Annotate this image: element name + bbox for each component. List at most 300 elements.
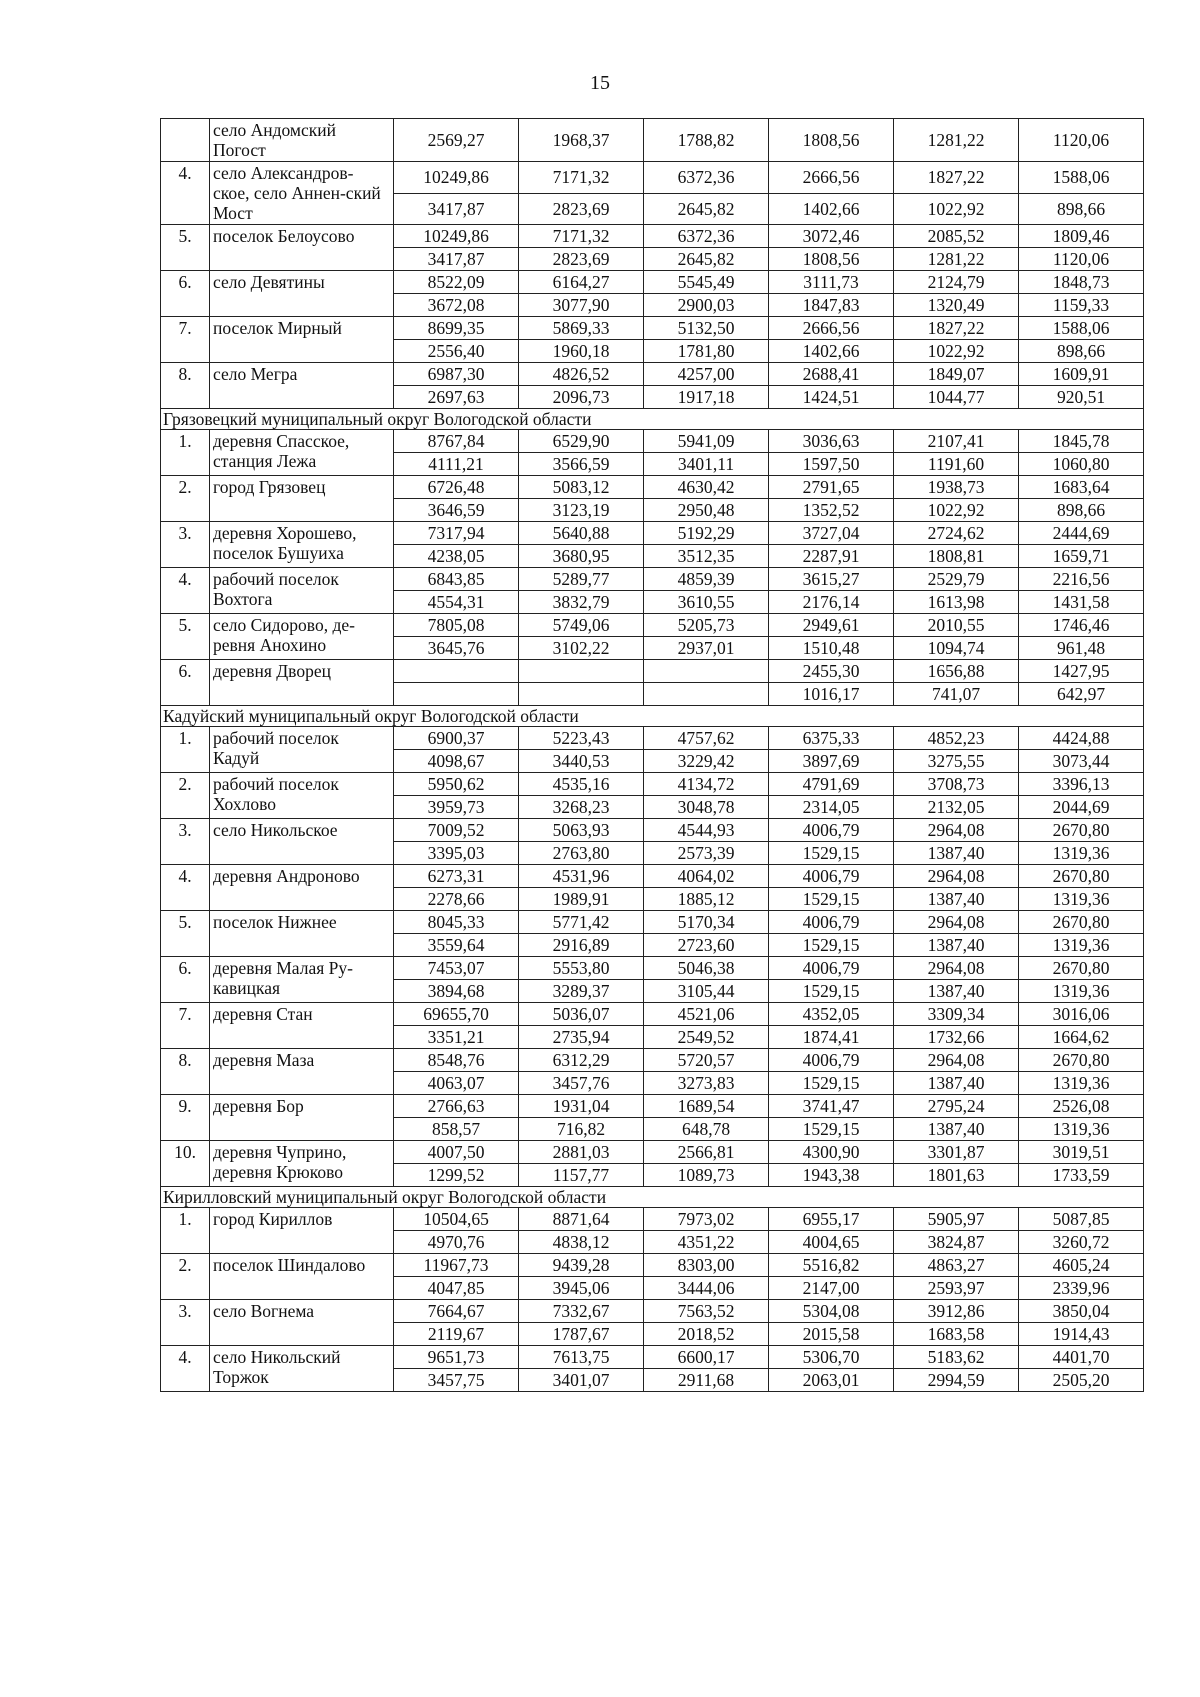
value-cell: 7453,07 (394, 957, 519, 980)
value-cell: 1319,36 (1019, 980, 1144, 1003)
value-cell: 4859,39 (644, 568, 769, 591)
value-cell: 1529,15 (769, 1072, 894, 1095)
value-cell: 898,66 (1019, 499, 1144, 522)
value-cell: 4352,05 (769, 1003, 894, 1026)
value-cell: 5046,38 (644, 957, 769, 980)
value-cell: 3832,79 (519, 591, 644, 614)
value-cell: 8699,35 (394, 317, 519, 340)
locality-name: деревня Бор (210, 1095, 394, 1141)
value-cell: 7332,67 (519, 1300, 644, 1323)
value-cell: 3444,06 (644, 1277, 769, 1300)
value-cell: 2964,08 (894, 911, 1019, 934)
value-cell: 1960,18 (519, 340, 644, 363)
value-cell: 5063,93 (519, 819, 644, 842)
value-cell: 8045,33 (394, 911, 519, 934)
value-cell: 3016,06 (1019, 1003, 1144, 1026)
row-number: 8. (161, 1049, 210, 1095)
value-cell: 5192,29 (644, 522, 769, 545)
value-cell: 2015,58 (769, 1323, 894, 1346)
value-cell: 3894,68 (394, 980, 519, 1003)
value-cell: 3417,87 (394, 248, 519, 271)
section-title: Грязовецкий муниципальный округ Вологодской области (161, 409, 1144, 430)
value-cell: 6843,85 (394, 568, 519, 591)
section-title: Кирилловский муниципальный округ Вологодской области (161, 1187, 1144, 1208)
value-cell: 3275,55 (894, 750, 1019, 773)
value-cell: 1938,73 (894, 476, 1019, 499)
table-row (161, 430, 1144, 453)
value-cell: 1094,74 (894, 637, 1019, 660)
table-row (161, 1300, 1144, 1323)
value-cell: 1022,92 (894, 340, 1019, 363)
value-cell: 3708,73 (894, 773, 1019, 796)
value-cell: 1022,92 (894, 499, 1019, 522)
value-cell: 2314,05 (769, 796, 894, 819)
locality-name: село Андомский Погост (210, 119, 394, 162)
value-cell: 5036,07 (519, 1003, 644, 1026)
value-cell: 2529,79 (894, 568, 1019, 591)
value-cell: 2119,67 (394, 1323, 519, 1346)
value-cell: 2124,79 (894, 271, 1019, 294)
value-cell: 9651,73 (394, 1346, 519, 1369)
value-cell: 3395,03 (394, 842, 519, 865)
row-number: 4. (161, 865, 210, 911)
value-cell: 4047,85 (394, 1277, 519, 1300)
value-cell: 1510,48 (769, 637, 894, 660)
value-cell: 1613,98 (894, 591, 1019, 614)
value-cell: 5289,77 (519, 568, 644, 591)
value-cell (519, 683, 644, 706)
row-number: 6. (161, 271, 210, 317)
value-cell: 5950,62 (394, 773, 519, 796)
row-number: 5. (161, 614, 210, 660)
value-cell: 3019,51 (1019, 1141, 1144, 1164)
value-cell: 1427,95 (1019, 660, 1144, 683)
row-number: 2. (161, 476, 210, 522)
value-cell: 1191,60 (894, 453, 1019, 476)
value-cell: 4351,22 (644, 1231, 769, 1254)
tariff-table-body (161, 119, 1144, 1392)
value-cell: 4004,65 (769, 1231, 894, 1254)
value-cell: 2018,52 (644, 1323, 769, 1346)
value-cell: 1022,92 (894, 193, 1019, 225)
value-cell: 10504,65 (394, 1208, 519, 1231)
row-number: 1. (161, 430, 210, 476)
value-cell: 3229,42 (644, 750, 769, 773)
locality-name: поселок Нижнее (210, 911, 394, 957)
value-cell: 1689,54 (644, 1095, 769, 1118)
table-row (161, 1346, 1144, 1369)
value-cell: 2881,03 (519, 1141, 644, 1164)
value-cell: 1529,15 (769, 842, 894, 865)
row-number: 4. (161, 568, 210, 614)
value-cell: 69655,70 (394, 1003, 519, 1026)
value-cell: 8871,64 (519, 1208, 644, 1231)
value-cell: 1597,50 (769, 453, 894, 476)
value-cell: 4063,07 (394, 1072, 519, 1095)
value-cell: 2763,80 (519, 842, 644, 865)
row-number: 6. (161, 957, 210, 1003)
value-cell: 1319,36 (1019, 934, 1144, 957)
row-number: 1. (161, 727, 210, 773)
value-cell: 5304,08 (769, 1300, 894, 1323)
value-cell: 8303,00 (644, 1254, 769, 1277)
value-cell: 10249,86 (394, 225, 519, 248)
value-cell: 1845,78 (1019, 430, 1144, 453)
value-cell: 3260,72 (1019, 1231, 1144, 1254)
row-number: 9. (161, 1095, 210, 1141)
table-row (161, 727, 1144, 750)
value-cell: 2085,52 (894, 225, 1019, 248)
value-cell: 4006,79 (769, 819, 894, 842)
value-cell: 716,82 (519, 1118, 644, 1141)
value-cell: 1664,62 (1019, 1026, 1144, 1049)
table-row (161, 363, 1144, 386)
value-cell: 1387,40 (894, 980, 1019, 1003)
value-cell: 1848,73 (1019, 271, 1144, 294)
value-cell: 6372,36 (644, 162, 769, 194)
value-cell: 10249,86 (394, 162, 519, 194)
value-cell: 7317,94 (394, 522, 519, 545)
value-cell: 3457,75 (394, 1369, 519, 1392)
value-cell: 1387,40 (894, 888, 1019, 911)
value-cell: 2526,08 (1019, 1095, 1144, 1118)
value-cell: 2670,80 (1019, 957, 1144, 980)
value-cell: 4006,79 (769, 865, 894, 888)
locality-name: деревня Хорошево, поселок Бушуиха (210, 522, 394, 568)
table-row (161, 1141, 1144, 1164)
value-cell: 7171,32 (519, 162, 644, 194)
table-row (161, 568, 1144, 591)
value-cell: 4300,90 (769, 1141, 894, 1164)
value-cell: 3123,19 (519, 499, 644, 522)
value-cell: 3077,90 (519, 294, 644, 317)
value-cell: 5223,43 (519, 727, 644, 750)
value-cell: 4838,12 (519, 1231, 644, 1254)
value-cell: 5545,49 (644, 271, 769, 294)
value-cell: 1299,52 (394, 1164, 519, 1187)
value-cell: 5905,97 (894, 1208, 1019, 1231)
value-cell: 4826,52 (519, 363, 644, 386)
row-number: 2. (161, 1254, 210, 1300)
value-cell: 2010,55 (894, 614, 1019, 637)
value-cell: 6372,36 (644, 225, 769, 248)
value-cell: 4531,96 (519, 865, 644, 888)
value-cell: 2339,96 (1019, 1277, 1144, 1300)
value-cell: 6375,33 (769, 727, 894, 750)
value-cell: 1157,77 (519, 1164, 644, 1187)
value-cell: 2670,80 (1019, 911, 1144, 934)
locality-name: деревня Андроново (210, 865, 394, 911)
row-number: 5. (161, 911, 210, 957)
value-cell (519, 660, 644, 683)
value-cell: 8548,76 (394, 1049, 519, 1072)
value-cell: 3301,87 (894, 1141, 1019, 1164)
row-number (161, 119, 210, 162)
table-row (161, 317, 1144, 340)
value-cell: 7171,32 (519, 225, 644, 248)
row-number: 3. (161, 522, 210, 568)
value-cell: 5205,73 (644, 614, 769, 637)
value-cell: 3610,55 (644, 591, 769, 614)
value-cell: 3289,37 (519, 980, 644, 1003)
value-cell: 4006,79 (769, 911, 894, 934)
value-cell: 2044,69 (1019, 796, 1144, 819)
value-cell: 1683,64 (1019, 476, 1144, 499)
table-row (161, 614, 1144, 637)
value-cell: 2688,41 (769, 363, 894, 386)
page-number: 15 (590, 72, 610, 94)
value-cell: 4111,21 (394, 453, 519, 476)
value-cell: 1827,22 (894, 317, 1019, 340)
value-cell: 1808,56 (769, 248, 894, 271)
value-cell: 3645,76 (394, 637, 519, 660)
value-cell: 5170,34 (644, 911, 769, 934)
value-cell: 1319,36 (1019, 1118, 1144, 1141)
value-cell: 4521,06 (644, 1003, 769, 1026)
value-cell: 6987,30 (394, 363, 519, 386)
value-cell: 4970,76 (394, 1231, 519, 1254)
value-cell (394, 683, 519, 706)
table-row (161, 865, 1144, 888)
value-cell: 2549,52 (644, 1026, 769, 1049)
value-cell: 1352,52 (769, 499, 894, 522)
value-cell: 1801,63 (894, 1164, 1019, 1187)
value-cell: 3111,73 (769, 271, 894, 294)
value-cell: 2569,27 (394, 119, 519, 162)
value-cell: 3512,35 (644, 545, 769, 568)
locality-name: поселок Белоусово (210, 225, 394, 271)
value-cell: 8522,09 (394, 271, 519, 294)
value-cell (644, 683, 769, 706)
value-cell: 4064,02 (644, 865, 769, 888)
section-header-row (161, 1187, 1144, 1208)
value-cell: 2823,69 (519, 193, 644, 225)
value-cell: 3351,21 (394, 1026, 519, 1049)
value-cell: 1781,80 (644, 340, 769, 363)
value-cell (644, 660, 769, 683)
value-cell: 2791,65 (769, 476, 894, 499)
value-cell: 1659,71 (1019, 545, 1144, 568)
locality-name: деревня Спасское, станция Лежа (210, 430, 394, 476)
table-row (161, 271, 1144, 294)
value-cell: 1914,43 (1019, 1323, 1144, 1346)
value-cell: 3036,63 (769, 430, 894, 453)
value-cell: 2735,94 (519, 1026, 644, 1049)
row-number: 7. (161, 317, 210, 363)
value-cell: 3680,95 (519, 545, 644, 568)
table-row (161, 660, 1144, 683)
value-cell: 3824,87 (894, 1231, 1019, 1254)
row-number: 3. (161, 1300, 210, 1346)
value-cell: 1529,15 (769, 980, 894, 1003)
value-cell: 961,48 (1019, 637, 1144, 660)
value-cell: 1431,58 (1019, 591, 1144, 614)
value-cell: 6273,31 (394, 865, 519, 888)
locality-name: село Мегра (210, 363, 394, 409)
value-cell: 3309,34 (894, 1003, 1019, 1026)
row-number: 4. (161, 1346, 210, 1392)
row-number: 6. (161, 660, 210, 706)
value-cell: 1387,40 (894, 842, 1019, 865)
value-cell: 2697,63 (394, 386, 519, 409)
value-cell: 2723,60 (644, 934, 769, 957)
value-cell: 7664,67 (394, 1300, 519, 1323)
row-number: 7. (161, 1003, 210, 1049)
value-cell: 1281,22 (894, 119, 1019, 162)
value-cell: 5132,50 (644, 317, 769, 340)
section-header-row (161, 706, 1144, 727)
value-cell: 2645,82 (644, 193, 769, 225)
value-cell: 4098,67 (394, 750, 519, 773)
row-number: 5. (161, 225, 210, 271)
value-cell: 3646,59 (394, 499, 519, 522)
value-cell: 4007,50 (394, 1141, 519, 1164)
value-cell: 3727,04 (769, 522, 894, 545)
locality-name: город Грязовец (210, 476, 394, 522)
value-cell: 5183,62 (894, 1346, 1019, 1369)
locality-name: село Александров-ское, село Аннен-ский Мост (210, 162, 394, 225)
value-cell: 2911,68 (644, 1369, 769, 1392)
value-cell: 1732,66 (894, 1026, 1019, 1049)
row-number: 3. (161, 819, 210, 865)
value-cell: 1808,81 (894, 545, 1019, 568)
value-cell: 1917,18 (644, 386, 769, 409)
locality-name: город Кириллов (210, 1208, 394, 1254)
table-row (161, 1095, 1144, 1118)
value-cell: 1989,91 (519, 888, 644, 911)
table-row (161, 911, 1144, 934)
value-cell: 1847,83 (769, 294, 894, 317)
table-row (161, 476, 1144, 499)
value-cell: 4401,70 (1019, 1346, 1144, 1369)
value-cell: 5749,06 (519, 614, 644, 637)
value-cell: 1746,46 (1019, 614, 1144, 637)
value-cell: 1529,15 (769, 1118, 894, 1141)
value-cell: 5306,70 (769, 1346, 894, 1369)
value-cell: 898,66 (1019, 193, 1144, 225)
value-cell: 1827,22 (894, 162, 1019, 194)
table-row (161, 957, 1144, 980)
value-cell: 4134,72 (644, 773, 769, 796)
value-cell: 2964,08 (894, 865, 1019, 888)
locality-name: деревня Маза (210, 1049, 394, 1095)
locality-name: село Никольское (210, 819, 394, 865)
value-cell: 3741,47 (769, 1095, 894, 1118)
value-cell: 3615,27 (769, 568, 894, 591)
value-cell: 4757,62 (644, 727, 769, 750)
row-number: 10. (161, 1141, 210, 1187)
value-cell: 4535,16 (519, 773, 644, 796)
value-cell: 1319,36 (1019, 1072, 1144, 1095)
locality-name: деревня Малая Ру-кавицкая (210, 957, 394, 1003)
value-cell: 3072,46 (769, 225, 894, 248)
value-cell: 5720,57 (644, 1049, 769, 1072)
value-cell: 1319,36 (1019, 842, 1144, 865)
value-cell: 9439,28 (519, 1254, 644, 1277)
value-cell: 1943,38 (769, 1164, 894, 1187)
value-cell: 7973,02 (644, 1208, 769, 1231)
value-cell: 3417,87 (394, 193, 519, 225)
value-cell: 1529,15 (769, 934, 894, 957)
value-cell: 3566,59 (519, 453, 644, 476)
table-row (161, 522, 1144, 545)
section-header-row (161, 409, 1144, 430)
value-cell: 3945,06 (519, 1277, 644, 1300)
value-cell: 1874,41 (769, 1026, 894, 1049)
value-cell: 1808,56 (769, 119, 894, 162)
value-cell: 2795,24 (894, 1095, 1019, 1118)
row-number: 8. (161, 363, 210, 409)
table-row (161, 119, 1144, 162)
value-cell: 3105,44 (644, 980, 769, 1003)
value-cell: 2096,73 (519, 386, 644, 409)
table-row (161, 1254, 1144, 1277)
table-row (161, 819, 1144, 842)
locality-name: рабочий поселок Вохтога (210, 568, 394, 614)
value-cell: 2278,66 (394, 888, 519, 911)
value-cell: 2937,01 (644, 637, 769, 660)
table-row (161, 1208, 1144, 1231)
value-cell: 2766,63 (394, 1095, 519, 1118)
table-row (161, 162, 1144, 194)
value-cell: 1529,15 (769, 888, 894, 911)
locality-name: поселок Мирный (210, 317, 394, 363)
value-cell: 2823,69 (519, 248, 644, 271)
value-cell: 858,57 (394, 1118, 519, 1141)
value-cell: 3102,22 (519, 637, 644, 660)
value-cell: 1424,51 (769, 386, 894, 409)
value-cell: 2645,82 (644, 248, 769, 271)
value-cell: 1320,49 (894, 294, 1019, 317)
value-cell: 1120,06 (1019, 119, 1144, 162)
value-cell: 1968,37 (519, 119, 644, 162)
value-cell: 1656,88 (894, 660, 1019, 683)
table-row (161, 1003, 1144, 1026)
value-cell: 2573,39 (644, 842, 769, 865)
value-cell: 4791,69 (769, 773, 894, 796)
value-cell: 1849,07 (894, 363, 1019, 386)
value-cell: 2455,30 (769, 660, 894, 683)
value-cell: 3048,78 (644, 796, 769, 819)
value-cell: 2593,97 (894, 1277, 1019, 1300)
value-cell: 1387,40 (894, 1118, 1019, 1141)
value-cell: 2964,08 (894, 819, 1019, 842)
value-cell: 898,66 (1019, 340, 1144, 363)
value-cell: 6529,90 (519, 430, 644, 453)
value-cell: 5941,09 (644, 430, 769, 453)
value-cell: 1387,40 (894, 1072, 1019, 1095)
value-cell: 5771,42 (519, 911, 644, 934)
locality-name: рабочий поселок Кадуй (210, 727, 394, 773)
table-row (161, 1049, 1144, 1072)
value-cell: 1120,06 (1019, 248, 1144, 271)
value-cell: 2724,62 (894, 522, 1019, 545)
value-cell: 4006,79 (769, 957, 894, 980)
value-cell: 3401,11 (644, 453, 769, 476)
locality-name: поселок Шиндалово (210, 1254, 394, 1300)
section-title: Кадуйский муниципальный округ Вологодской области (161, 706, 1144, 727)
value-cell: 2994,59 (894, 1369, 1019, 1392)
value-cell: 3440,53 (519, 750, 644, 773)
value-cell: 3457,76 (519, 1072, 644, 1095)
value-cell: 4605,24 (1019, 1254, 1144, 1277)
value-cell: 741,07 (894, 683, 1019, 706)
value-cell: 8767,84 (394, 430, 519, 453)
value-cell: 11967,73 (394, 1254, 519, 1277)
value-cell: 3273,83 (644, 1072, 769, 1095)
value-cell: 4238,05 (394, 545, 519, 568)
value-cell: 5869,33 (519, 317, 644, 340)
